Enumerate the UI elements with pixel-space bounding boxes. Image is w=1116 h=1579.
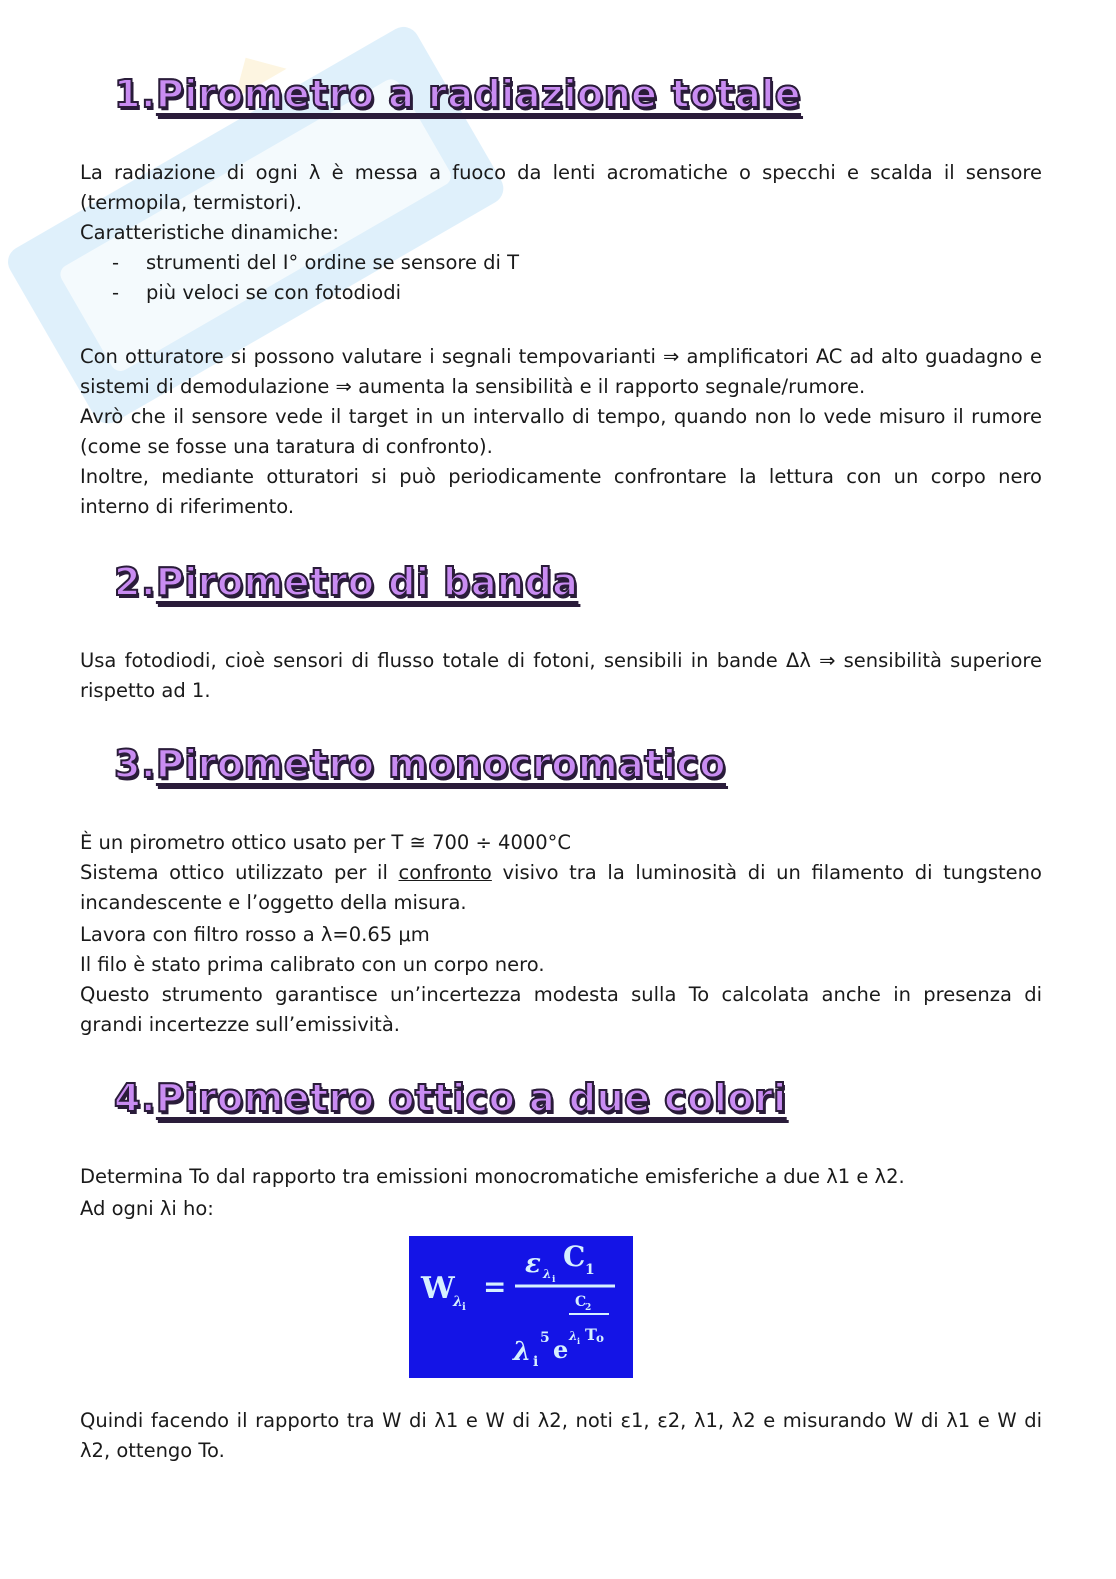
section-3-paragraph-3: Lavora con filtro rosso a λ=0.65 μm <box>80 923 430 946</box>
formula-equals: = <box>483 1270 507 1303</box>
svg-text:2: 2 <box>585 1303 592 1313</box>
svg-text:λ: λ <box>453 1294 463 1310</box>
section-1-paragraph-2: Caratteristiche dinamiche: <box>80 221 339 244</box>
section-4-heading: 4.Pirometro ottico a due colori <box>114 1076 787 1120</box>
svg-text:i: i <box>552 1275 556 1285</box>
section-1-heading: 1.Pirometro a radiazione totale <box>114 72 802 116</box>
section-3-paragraph-5: Questo strumento garantisce un’incertezza modesta sulla To calcolata anche in presenza di grandi incertezze sull’emissività. <box>80 983 1042 1036</box>
section-4-paragraph-3: Quindi facendo il rapporto tra W di λ1 e W di λ2, noti ε1, ε2, λ1, λ2 e misurando W di λ1 e W di λ2, ottengo To. <box>80 1409 1042 1462</box>
section-4-paragraph-2: Ad ogni λi ho: <box>80 1197 214 1220</box>
section-1-paragraph-1: La radiazione di ogni λ è messa a fuoco da lenti acromatiche o specchi e scalda il sensore (termopila, termistori). <box>80 161 1042 214</box>
formula-epsilon: ε <box>525 1249 541 1279</box>
svg-text:i: i <box>462 1302 466 1313</box>
section-2-heading: 2.Pirometro di banda <box>114 560 579 604</box>
formula-image <box>409 1236 633 1378</box>
section-1-paragraph-3: Con otturatore si possono valutare i segnali tempovarianti ⇒ amplificatori AC ad alto guadagno e sistemi di demodulazione ⇒ aumenta la sensibilità e il rapporto segnale/rumore. <box>80 345 1042 398</box>
svg-text:1: 1 <box>585 1262 595 1278</box>
formula-lhs: W <box>421 1271 455 1306</box>
formula-lambda: λ <box>513 1337 532 1367</box>
section-1-paragraph-4: Avrò che il sensore vede il target in un intervallo di tempo, quando non lo vede misuro il rumore (come se fosse una taratura di confronto). <box>80 405 1042 458</box>
section-3-heading: 3.Pirometro monocromatico <box>114 742 727 786</box>
underlined-word: confronto <box>398 861 492 884</box>
svg-text:C: C <box>575 1294 587 1310</box>
section-2-paragraph-1: Usa fotodiodi, cioè sensori di flusso totale di fotoni, sensibili in bande Δλ ⇒ sensibilità superiore rispetto ad 1. <box>80 649 1042 702</box>
bullet-item: - più veloci se con fotodiodi <box>112 278 519 308</box>
bullet-item: - strumenti del I° ordine se sensore di T <box>112 248 519 278</box>
section-4-paragraph-1: Determina To dal rapporto tra emissioni monocromatiche emisferiche a due λ1 e λ2. <box>80 1165 905 1188</box>
svg-text:T: T <box>585 1325 597 1344</box>
svg-text:5: 5 <box>540 1330 550 1346</box>
formula-e: e <box>553 1335 569 1364</box>
section-1-paragraph-5: Inoltre, mediante otturatori si può periodicamente confrontare la lettura con un corpo nero interno di riferimento. <box>80 465 1042 518</box>
svg-text:λ: λ <box>569 1329 578 1343</box>
section-3-paragraph-4: Il filo è stato prima calibrato con un corpo nero. <box>80 953 545 976</box>
svg-text:i: i <box>533 1354 539 1370</box>
section-3-paragraph-2: Sistema ottico utilizzato per il confronto visivo tra la luminosità di un filamento di tungsteno incandescente e l’oggetto della misura. <box>80 861 1042 914</box>
formula-svg <box>409 1236 633 1378</box>
svg-text:i: i <box>577 1336 581 1346</box>
svg-text:o: o <box>596 1331 605 1345</box>
section-1-bullets <box>112 248 519 308</box>
section-3-paragraph-1: È un pirometro ottico usato per T ≅ 700 ÷ 4000°C <box>80 831 572 854</box>
formula-c1: C <box>563 1240 586 1273</box>
svg-text:λ: λ <box>543 1267 552 1281</box>
